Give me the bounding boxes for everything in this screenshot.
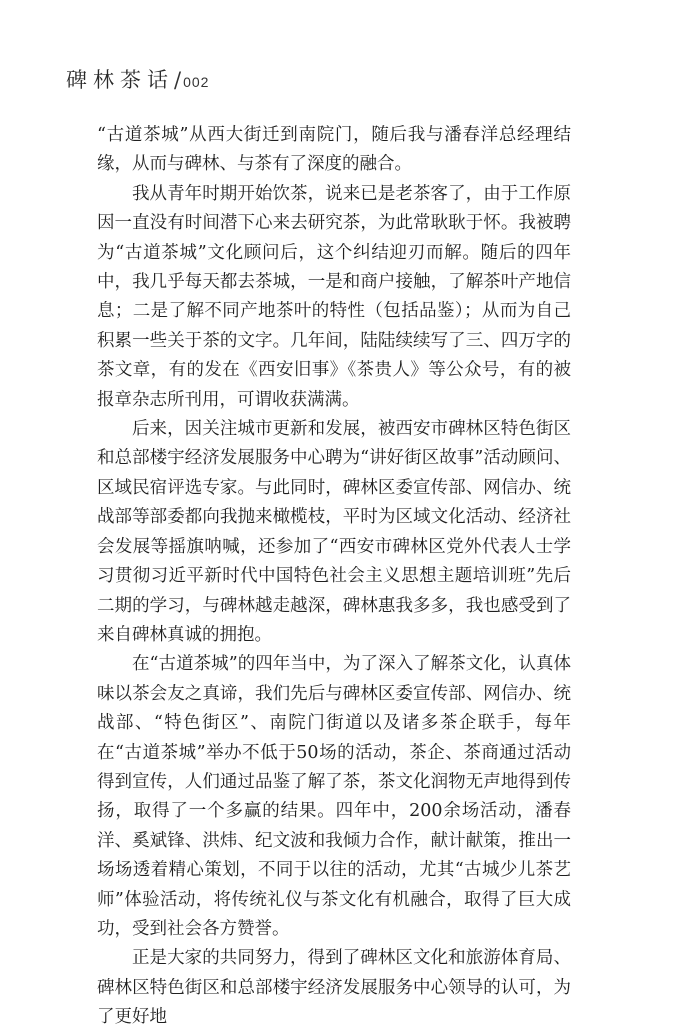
body-text — [97, 121, 571, 1033]
paragraph: 正是大家的共同努力，得到了碑林区文化和旅游体育局、碑林区特色街区和总部楼宇经济发展服务中心领导的认可，为了更好地 — [97, 948, 571, 1028]
paragraph: 我从青年时期开始饮茶，说来已是老茶客了，由于工作原因一直没有时间潜下心来去研究茶，为此常耿耿于怀。我被聘为“古道茶城”文化顾问后，这个纠结迎刃而解。随后的四年中，我几乎每天都去茶城，一是和商户接触，了解茶叶产地信息；二是了解不同产地茶叶的特性（包括品鉴）；从而为自己积累一些关于茶的文字。几年间，陆陆续续写了三、四万字的茶文章，有的发在《西安旧事》《茶贵人》等公众号，有的被报章杂志所刊用，可谓收获满满。 — [97, 183, 571, 410]
paragraph: “古道茶城”从西大街迁到南院门，随后我与潘春洋总经理结缘，从而与碑林、与茶有了深度的融合。 — [97, 125, 571, 175]
header-separator: / — [174, 68, 182, 92]
running-header — [66, 64, 209, 94]
paragraph: 后来，因关注城市更新和发展，被西安市碑林区特色街区和总部楼宇经济发展服务中心聘为“讲好街区故事”活动顾问、区域民宿评选专家。与此同时，碑林区委宣传部、网信办、统战部等部委都向我抛来橄榄枝，平时为区域文化活动、经济社会发展等摇旗呐喊，还参加了“西安市碑林区党外代表人士学习贯彻习近平新时代中国特色社会主义思想主题培训班”先后二期的学习，与碑林越走越深，碑林惠我多多，我也感受到了来自碑林真诚的拥抱。 — [97, 419, 571, 645]
page-number: 002 — [183, 74, 210, 90]
paragraph: 在“古道茶城”的四年当中，为了深入了解茶文化，认真体味以茶会友之真谛，我们先后与碑林区委宣传部、网信办、统战部、“特色街区”、南院门街道以及诸多茶企联手，每年在“古道茶城”举办不低于50场的活动，茶企、茶商通过活动得到宣传，人们通过品鉴了解了茶，茶文化润物无声地得到传扬，取得了一个多赢的结果。四年中，200余场活动，潘春洋、奚斌锋、洪炜、纪文波和我倾力合作，献计献策，推出一场场透着精心策划，不同于以往的活动，尤其“古城少儿茶艺师”体验活动，将传统礼仪与茶文化有机融合，取得了巨大成功，受到社会各方赞誉。 — [97, 654, 571, 939]
book-title: 碑林茶话 — [66, 68, 174, 92]
